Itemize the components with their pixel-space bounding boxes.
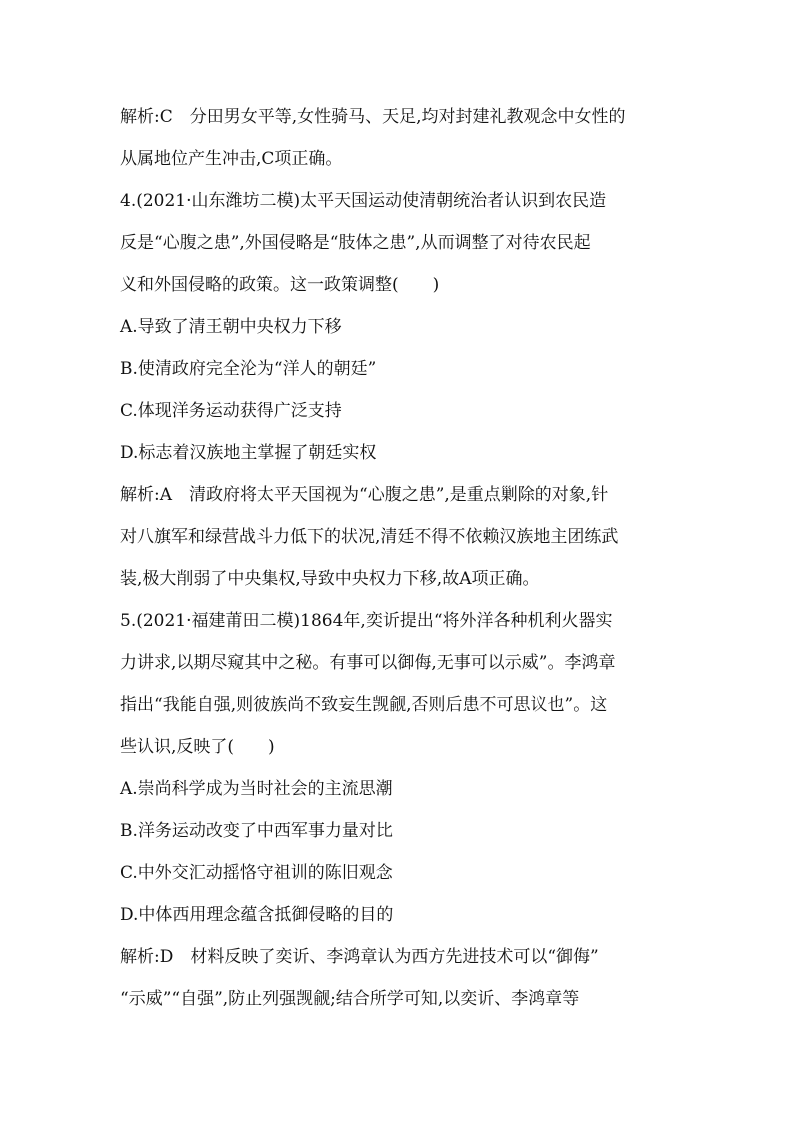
- question-4-option-c: C.体现洋务运动获得广泛支持: [120, 401, 342, 421]
- question-4-option-a: A.导致了清王朝中央权力下移: [120, 317, 342, 337]
- question-5-option-b: B.洋务运动改变了中西军事力量对比: [120, 821, 393, 841]
- question-4-stem-line-2: 反是“心腹之患”,外国侵略是“肢体之患”,从而调整了对待农民起: [120, 233, 591, 253]
- analysis-q4-line-3: 装,极大削弱了中央集权,导致中央权力下移,故A项正确。: [120, 569, 540, 589]
- analysis-q5-line-2: “示威”“自强”,防止列强觊觎;结合所学可知,以奕䜣、李鸿章等: [120, 989, 580, 1009]
- question-5-option-c: C.中外交汇动摇恪守祖训的陈旧观念: [120, 863, 393, 883]
- analysis-q4-line-2: 对八旗军和绿营战斗力低下的状况,清廷不得不依赖汉族地主团练武: [120, 527, 619, 547]
- analysis-q3-line-2: 从属地位产生冲击,C项正确。: [120, 149, 343, 169]
- question-4-stem-line-1: 4.(2021·山东潍坊二模)太平天国运动使清朝统治者认识到农民造: [120, 191, 607, 211]
- question-5-stem-line-4: 些认识,反映了( ): [120, 737, 275, 757]
- question-5-stem-line-3: 指出“我能自强,则彼族尚不致妄生觊觎,否则后患不可思议也”。这: [120, 695, 608, 715]
- analysis-q3-line-1: 解析:C 分田男女平等,女性骑马、天足,均对封建礼教观念中女性的: [120, 107, 626, 127]
- question-5-stem-line-1: 5.(2021·福建莆田二模)1864年,奕䜣提出“将外洋各种机利火器实: [120, 611, 613, 631]
- question-4-option-b: B.使清政府完全沦为“洋人的朝廷”: [120, 359, 377, 379]
- question-5-option-a: A.崇尚科学成为当时社会的主流思潮: [120, 779, 393, 799]
- question-5-option-d: D.中体西用理念蕴含抵御侵略的目的: [120, 905, 394, 925]
- question-5-stem-line-2: 力讲求,以期尽窥其中之秘。有事可以御侮,无事可以示威”。李鸿章: [120, 653, 616, 673]
- question-4-stem-line-3: 义和外国侵略的政策。这一政策调整( ): [120, 275, 440, 295]
- question-4-option-d: D.标志着汉族地主掌握了朝廷实权: [120, 443, 377, 463]
- analysis-q4-line-1: 解析:A 清政府将太平天国视为“心腹之患”,是重点剿除的对象,针: [120, 485, 609, 505]
- analysis-q5-line-1: 解析:D 材料反映了奕䜣、李鸿章认为西方先进技术可以“御侮”: [120, 947, 599, 967]
